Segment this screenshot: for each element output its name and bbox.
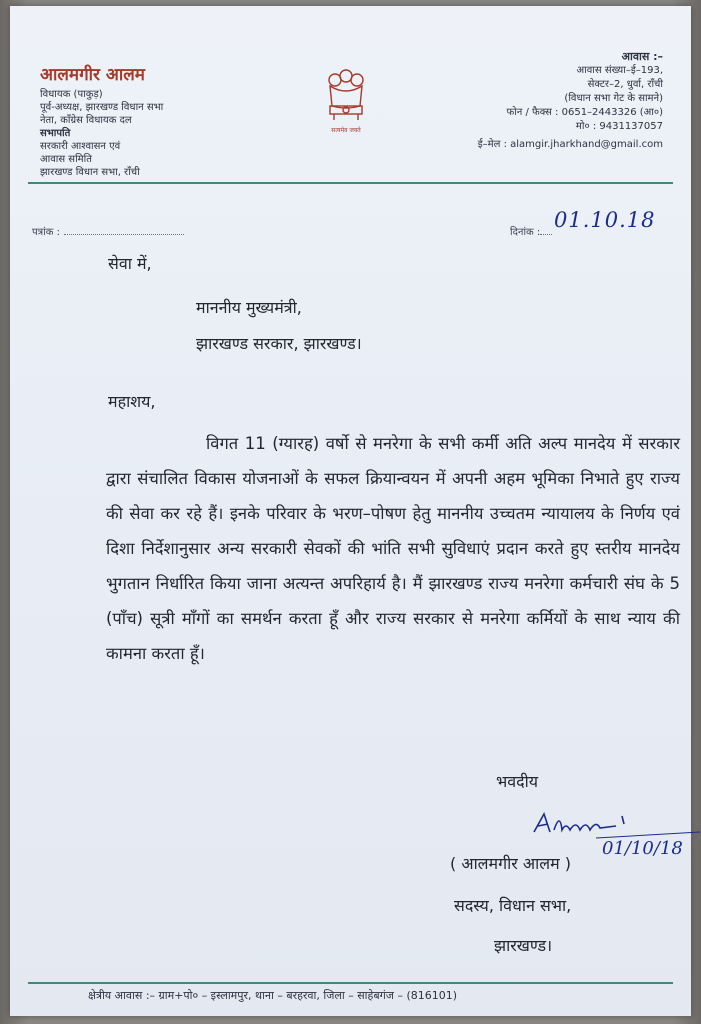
letter-body bbox=[106, 426, 680, 671]
footer-address: क्षेत्रीय आवास :– ग्राम+पो० – इस्लामपुर, थाना – बरहरवा, जिला – साहेबगंज – (816101) bbox=[88, 989, 458, 1002]
sender-line: नेता, काँग्रेस विधायक दल bbox=[40, 115, 132, 126]
chair-label: सभापति bbox=[40, 128, 71, 139]
email-address: ई–मेल : alamgir.jharkhand@gmail.com bbox=[477, 139, 663, 150]
phone-fax: फोन / फैक्स : 0651–2443326 (आ०) bbox=[506, 107, 663, 118]
letter-body-text: विगत 11 (ग्यारह) वर्षो से मनरेगा के सभी कर्मी अति अल्प मानदेय में सरकार द्वारा संचालित विकास योजनाओं के सफल क्रियान्वयन में अपनी अहम भूमिका निभाते हुए राज्य की सेवा कर रहे हैं। इनके परिवार के भरण–पोषण हेतु माननीय उच्चतम न्यायालय के निर्णय एवं दिशा निर्देशानुसार अन्य सरकारी सेवकों की भांति सभी सुविधाएं प्रदान करते हुए स्तरीय मानदेय भुगतान निर्धारित किया जाना अत्यन्त अपरिहार्य है। मैं झारखण्ड राज्य मनरेगा कर्मचारी संघ के 5 (पाँच) सूत्री माँगों का समर्थन करता हूँ और राज्य सरकार से मनरेगा कर्मियों के साथ न्याय की कामना करता हूँ। bbox=[106, 434, 681, 663]
handwritten-date: 01.10.18 bbox=[554, 208, 656, 232]
chair-line: सरकारी आश्वासन एवं bbox=[40, 141, 121, 152]
address-line: सेक्टर–2, धुर्वा, राँची bbox=[587, 79, 663, 90]
signature-date: 01/10/18 bbox=[602, 838, 683, 858]
signer-name: ( आलमगीर आलम ) bbox=[450, 854, 571, 873]
sender-line: विधायक (पाकुड़) bbox=[40, 89, 103, 100]
signature-mark bbox=[530, 802, 701, 858]
national-emblem-icon bbox=[320, 66, 372, 138]
sender-name: आलमगीर आलम bbox=[40, 65, 145, 85]
salutation-to: सेवा में, bbox=[108, 254, 152, 273]
date-field bbox=[510, 224, 552, 238]
reference-label: पत्रांक : bbox=[32, 227, 61, 238]
address-line: आवास संख्या–ई–193, bbox=[576, 65, 663, 76]
greeting: महाशय, bbox=[108, 392, 156, 411]
sender-line: पूर्व-अध्यक्ष, झारखण्ड विधान सभा bbox=[40, 102, 164, 113]
footer-divider bbox=[28, 982, 673, 984]
emblem-caption: सत्यमेव जयते bbox=[331, 127, 361, 134]
closing: भवदीय bbox=[496, 772, 539, 791]
mobile: मो० : 9431137057 bbox=[575, 121, 663, 132]
chair-line: झारखण्ड विधान सभा, राँची bbox=[40, 167, 140, 178]
address-line: (विधान सभा गेट के सामने) bbox=[564, 93, 663, 104]
letterhead-left bbox=[40, 64, 163, 179]
signer-state: झारखण्ड। bbox=[494, 936, 553, 955]
date-label: दिनांक : bbox=[510, 227, 541, 238]
addressee-line: माननीय मुख्यमंत्री, bbox=[196, 298, 302, 317]
address-title: आवास :– bbox=[621, 50, 663, 63]
letterhead-right bbox=[423, 50, 663, 152]
chair-line: आवास समिति bbox=[40, 154, 92, 165]
signer-title: सदस्य, विधान सभा, bbox=[454, 896, 572, 915]
letter-page bbox=[10, 6, 691, 1016]
addressee-line: झारखण्ड सरकार, झारखण्ड। bbox=[196, 334, 362, 353]
reference-field bbox=[32, 224, 184, 238]
header-divider bbox=[28, 182, 673, 184]
